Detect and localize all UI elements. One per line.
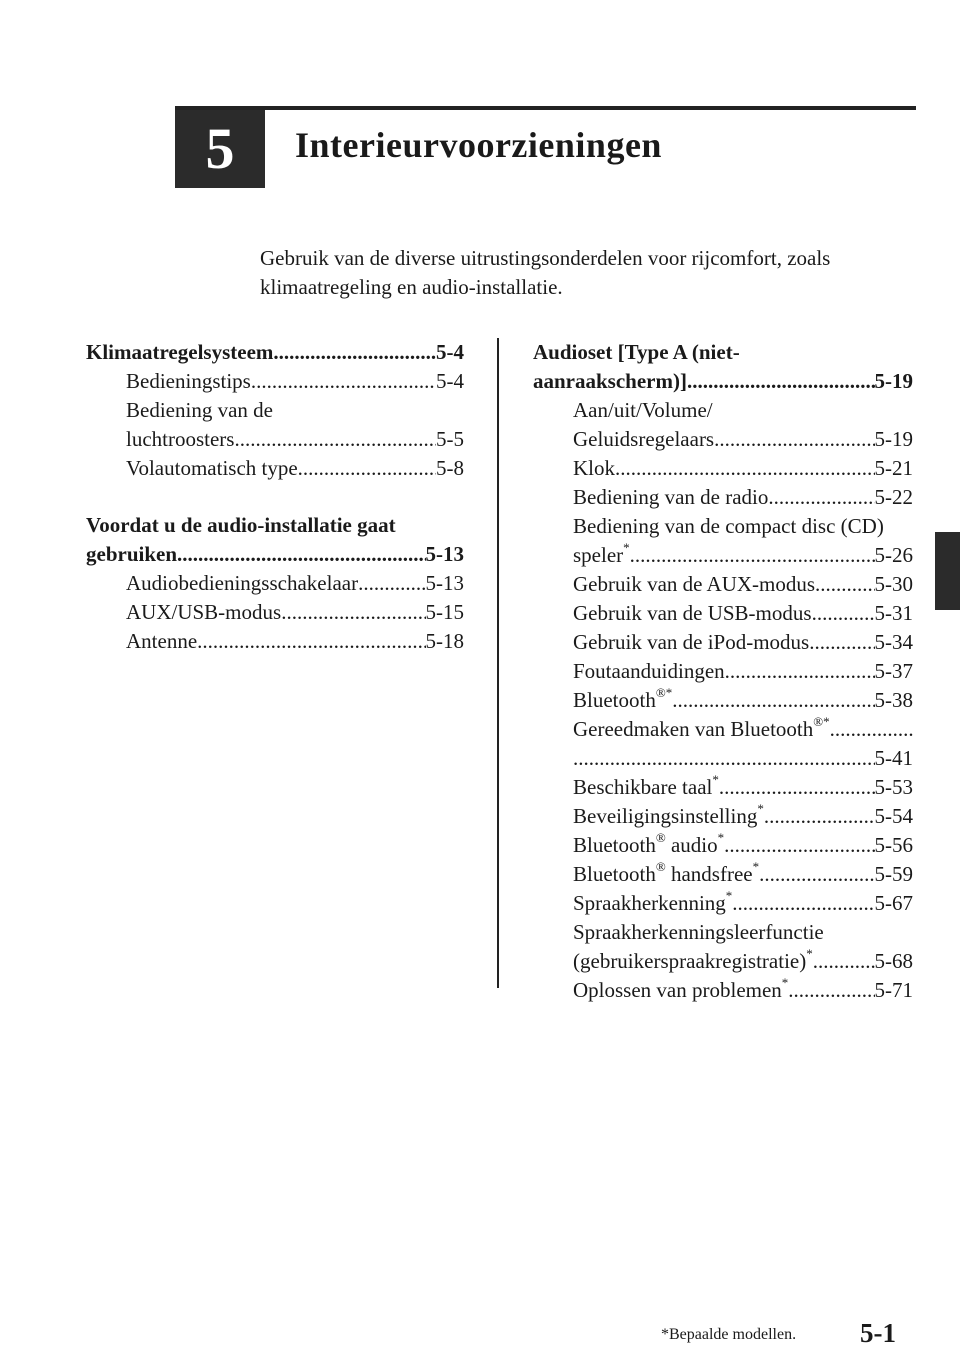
- column-divider: [497, 338, 499, 988]
- chapter-side-tab: [935, 532, 960, 610]
- toc-entry-antenne[interactable]: Antenne ..... 5-18: [86, 627, 464, 656]
- intro-text: [260, 244, 900, 302]
- toc-entry-gebruikerspraakregistratie[interactable]: (gebruikerspraakregistratie)* ..... 5-68: [533, 947, 913, 976]
- toc-entry-ipod-modus[interactable]: Gebruik van de iPod-modus ..... 5-34: [533, 628, 913, 657]
- toc-entry-audioset[interactable]: aanraakscherm)] ..... 5-19: [533, 367, 913, 396]
- toc-entry-line: Spraakherkenningsleerfunctie: [573, 920, 824, 944]
- toc-entry-bluetooth-audio[interactable]: Bluetooth® audio* ..... 5-56: [533, 831, 913, 860]
- page-number: 5-1: [860, 1318, 896, 1348]
- toc-entry-luchtroosters[interactable]: luchtroosters ..... 5-5: [86, 425, 464, 454]
- toc-entry-line: Bediening van de: [126, 398, 273, 422]
- toc-entry-volautomatisch[interactable]: Volautomatisch type ..... 5-8: [86, 454, 464, 483]
- toc-entry-aux-usb[interactable]: AUX/USB-modus ..... 5-15: [86, 598, 464, 627]
- toc-entry-geluidsregelaars[interactable]: Geluidsregelaars ..... 5-19: [533, 425, 913, 454]
- toc-entry-audiobedieningsschakelaar[interactable]: Audiobedieningsschakelaar ..... 5-13: [86, 569, 464, 598]
- toc-entry-bluetooth-handsfree[interactable]: Bluetooth® handsfree* ..... 5-59: [533, 860, 913, 889]
- toc-entry-line: Audioset [Type A (niet-: [533, 340, 740, 364]
- toc-entry-oplossen-problemen[interactable]: Oplossen van problemen* ..... 5-71: [533, 976, 913, 1005]
- footnote: *Bepaalde modellen.: [661, 1326, 797, 1343]
- intro-line-2: klimaatregeling en audio-installatie.: [260, 275, 563, 299]
- top-rule: [175, 106, 916, 110]
- toc-entry-line: Voordat u de audio-installatie gaat: [86, 513, 396, 537]
- toc-entry-bluetooth[interactable]: Bluetooth®* ..... 5-38: [533, 686, 913, 715]
- toc-entry-beveiligingsinstelling[interactable]: Beveiligingsinstelling* ..... 5-54: [533, 802, 913, 831]
- chapter-number-box: [175, 110, 265, 188]
- toc-entry-klimaatregelsysteem[interactable]: Klimaatregelsysteem ..... 5-4: [86, 338, 464, 367]
- toc-left-column: [86, 338, 464, 656]
- toc-entry-radio[interactable]: Bediening van de radio ..... 5-22: [533, 483, 913, 512]
- toc-entry-audio-voordat[interactable]: gebruiken ..... 5-13: [86, 540, 464, 569]
- toc-entry-beschikbare-taal[interactable]: Beschikbare taal* ..... 5-53: [533, 773, 913, 802]
- toc-entry-gereedmaken-bluetooth[interactable]: Gereedmaken van Bluetooth®* .....: [533, 715, 913, 744]
- toc-entry-spraakherkenning[interactable]: Spraakherkenning* ..... 5-67: [533, 889, 913, 918]
- chapter-title: Interieurvoorzieningen: [295, 125, 662, 165]
- toc-right-column: [533, 338, 913, 1005]
- toc-entry-line: Bediening van de compact disc (CD): [573, 514, 884, 538]
- chapter-number: 5: [205, 116, 235, 181]
- toc-entry-usb-modus[interactable]: Gebruik van de USB-modus ..... 5-31: [533, 599, 913, 628]
- toc-entry-gereedmaken-bluetooth-page[interactable]: ..... 5-41: [533, 744, 913, 773]
- toc-entry-cd-speler[interactable]: speler* ..... 5-26: [533, 541, 913, 570]
- toc-entry-aux-modus[interactable]: Gebruik van de AUX-modus ..... 5-30: [533, 570, 913, 599]
- intro-line-1: Gebruik van de diverse uitrustingsonderdelen voor rijcomfort, zoals: [260, 246, 831, 270]
- toc-entry-foutaanduidingen[interactable]: Foutaanduidingen ..... 5-37: [533, 657, 913, 686]
- toc-entry-klok[interactable]: Klok ..... 5-21: [533, 454, 913, 483]
- toc-entry-line: Aan/uit/Volume/: [573, 398, 713, 422]
- toc-entry-bedieningstips[interactable]: Bedieningstips ..... 5-4: [86, 367, 464, 396]
